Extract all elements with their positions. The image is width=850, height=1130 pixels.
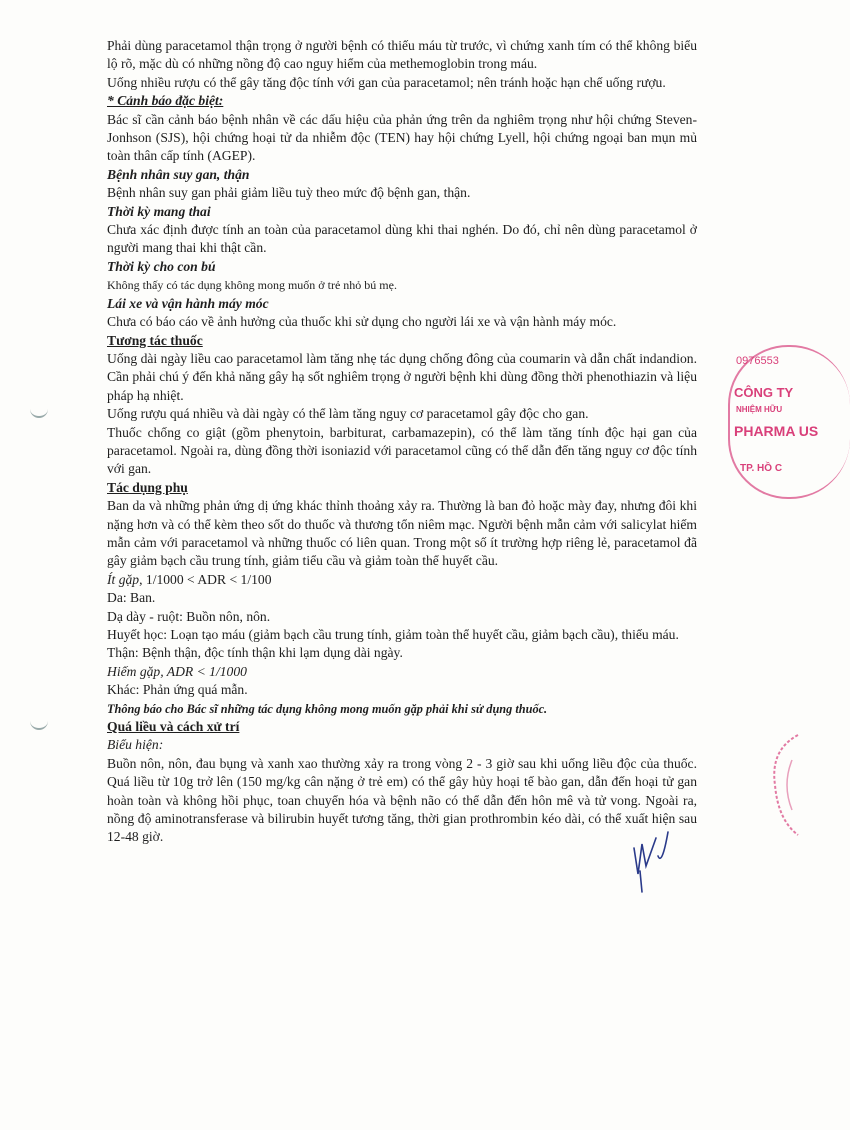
paragraph: Uống dài ngày liều cao paracetamol làm tăng nhẹ tác dụng chống đông của coumarin và dẫn chất indandion.: [107, 350, 697, 366]
paragraph: Bác sĩ cần cảnh báo bệnh nhân về các dấu hiệu của phản ứng trên da nghiêm trọng như hội chứng Steven-Jonhson (SJS), hội chứng hoại tử da nhiễm độc (TEN) hay hội chứng Lyell, hội chứng ngoại ban mụn mủ toàn thân cấp tính (AGEP).: [107, 111, 697, 164]
heading-interactions: Tương tác thuốc: [107, 332, 203, 348]
stamp-text: TP. HỒ C: [740, 463, 783, 474]
paragraph: Uống rượu quá nhiều và dài ngày có thể làm tăng nguy cơ paracetamol gây độc cho gan.: [107, 406, 589, 422]
paragraph: Bệnh nhân suy gan phải giảm liều tuỳ theo mức độ bệnh gan, thận.: [107, 185, 471, 201]
paragraph: Ban da và những phản ứng dị ứng khác thỉnh thoảng xảy ra. Thường là ban đỏ hoặc mày đay, nhưng đôi khi nặng hơn và có thể kèm theo sốt do thuốc và thương tổn niêm mạc. Người bệnh mẫn cảm với salicylat hiếm mẫn cảm với paracetamol và những thuốc có liên quan. Trong một số ít trường hợp riêng lẻ, paracetamol đã gây giảm bạch cầu trung tính, giảm tiểu cầu và giảm toàn thể huyết cầu.: [107, 498, 697, 569]
paragraph: Buồn nôn, nôn, đau bụng và xanh xao thường xảy ra trong vòng 2 - 3 giờ sau khi uống liều độc của thuốc. Quá liều từ 10g trở lên (150 mg/kg cân nặng ở trẻ em) có thể gây hủy hoại tế bào gan, dẫn đến hoại tử gan hoàn toàn và không hồi phục, toan chuyển hóa và bệnh não có thể dẫn đến hôn mê và tử vong. Ngoài ra, nồng độ aminotransferase và bilirubin huyết tương tăng, thời gian prothrombin kéo dài, có thể xuất hiện sau 12-48 giờ.: [107, 755, 697, 845]
paragraph: Chưa xác định được tính an toàn của paracetamol dùng khi thai nghén. Do đó, chỉ nên dùng paracetamol ở người mang thai khi thật cần.: [107, 222, 697, 256]
stamp-text: CÔNG TY: [734, 385, 794, 400]
paragraph: Không thấy có tác dụng không mong muốn ở trẻ nhỏ bú mẹ.: [107, 278, 397, 293]
uncommon-label: Ít gặp: [107, 571, 140, 587]
paragraph: Cần phải chú ý đến khả năng gây hạ sốt nghiêm trọng ở người bệnh khi dùng đồng thời phenothiazin và liệu pháp hạ nhiệt.: [107, 369, 697, 403]
stamp-ring: [728, 345, 850, 499]
paragraph: Da: Ban.: [107, 590, 156, 606]
heading-breastfeeding: Thời kỳ cho con bú: [107, 258, 216, 274]
heading-liver-kidney: Bệnh nhân suy gan, thận: [107, 166, 250, 182]
paragraph: Khác: Phản ứng quá mẫn.: [107, 682, 248, 698]
seal-fragment: [760, 730, 800, 840]
report-notice: Thông báo cho Bác sĩ những tác dụng không mong muốn gặp phải khi sử dụng thuốc.: [107, 701, 548, 716]
punch-hole-mark: [30, 404, 48, 418]
heading-pregnancy: Thời kỳ mang thai: [107, 203, 211, 219]
punch-hole-mark: [30, 716, 48, 730]
heading-driving: Lái xe và vận hành máy móc: [107, 295, 269, 311]
paragraph: Huyết học: Loạn tạo máu (giảm bạch cầu trung tính, giảm toàn thể huyết cầu, giảm bạch cầu), thiếu máu.: [107, 627, 679, 642]
heading-symptoms: Biểu hiện:: [107, 737, 164, 753]
heading-overdose: Quá liều và cách xử trí: [107, 719, 240, 735]
paragraph: Thận: Bệnh thận, độc tính thận khi lạm dụng dài ngày.: [107, 645, 403, 661]
paragraph: Thuốc chống co giật (gồm phenytoin, barbiturat, carbamazepin), có thể làm tăng tính độc hại gan của paracetamol. Ngoài ra, dùng đồng thời isoniazid với paracetamol cũng có thể dẫn đến tăng nguy cơ độc tính với gan.: [107, 424, 697, 477]
paragraph: Phải dùng paracetamol thận trọng ở người bệnh có thiếu máu từ trước, vì chứng xanh tím có thể không biểu lộ rõ, mặc dù có những nồng độ cao nguy hiểm của methemoglobin trong máu.: [107, 38, 697, 72]
paragraph: Uống nhiều rượu có thể gây tăng độc tính với gan của paracetamol; nên tránh hoặc hạn chế uống rượu.: [107, 74, 666, 90]
uncommon-range: , 1/1000 < ADR < 1/100: [139, 571, 272, 587]
company-stamp: [728, 345, 818, 495]
stamp-text: PHARMA US: [734, 423, 819, 439]
heading-side-effects: Tác dụng phụ: [107, 479, 188, 495]
document-body: [107, 37, 697, 847]
uncommon-line: [107, 571, 697, 589]
rare-line: Hiếm gặp, ADR < 1/1000: [107, 663, 247, 679]
stamp-text: NHIỆM HỮU: [736, 405, 783, 414]
stamp-text: 0976553: [736, 355, 779, 367]
signature-mark: [628, 826, 678, 896]
paragraph: Dạ dày - ruột: Buồn nôn, nôn.: [107, 608, 271, 624]
heading-special-warning: * Cảnh báo đặc biệt:: [107, 93, 224, 109]
paragraph: Chưa có báo cáo về ảnh hưởng của thuốc khi sử dụng cho người lái xe và vận hành máy móc.: [107, 314, 617, 330]
